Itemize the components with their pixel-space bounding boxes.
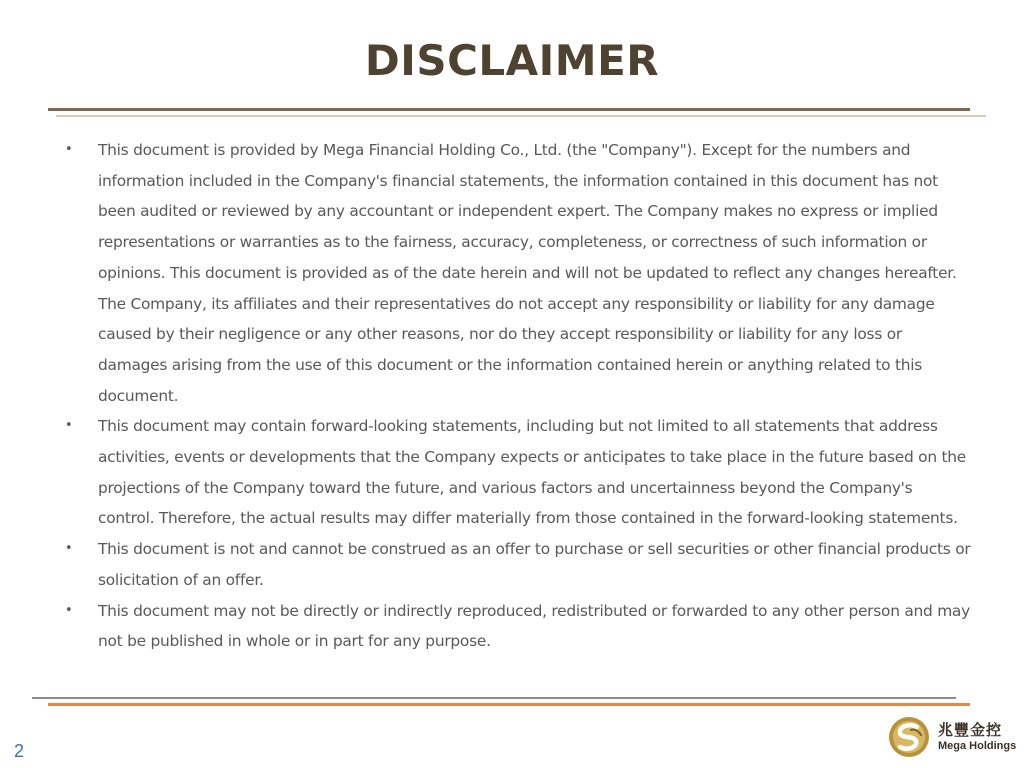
disclaimer-item (60, 596, 972, 657)
disclaimer-item (60, 534, 972, 595)
mega-holdings-logo-icon (888, 716, 930, 758)
bullet-marker: • (65, 418, 73, 434)
logo-english-name: Mega Holdings (938, 740, 1017, 752)
footer-divider-gray (32, 697, 956, 699)
disclaimer-item (60, 411, 972, 534)
title-divider-dark (48, 108, 970, 111)
disclaimer-text: This document is provided by Mega Financial Holding Co., Ltd. (the "Company"). Except for the numbers and information included in the Company's financial statements, the information contained in this document has not been audited or reviewed by any accountant or independent expert. The Company makes no express or implied representations or warranties as to the fairness, accuracy, completeness, or correctness of such information or opinions. This document is provided as of the date herein and will not be updated to reflect any changes hereafter. The Company, its affiliates and their representatives do not accept any responsibility or liability for any damage caused by their negligence or any other reasons, nor do they accept responsibility or liability for any loss or damages arising from the use of this document or the information contained herein or anything related to this document. (98, 141, 957, 405)
disclaimer-item (60, 135, 972, 411)
bullet-marker: • (65, 541, 73, 557)
bullet-marker: • (65, 142, 73, 157)
mega-holdings-logo (888, 716, 1017, 760)
title-divider-light (56, 115, 986, 117)
disclaimer-text: This document may not be directly or indirectly reproduced, redistributed or forwarded to any other person and may not be published in whole or in part for any purpose. (98, 601, 970, 651)
page-number: 2 (14, 741, 25, 761)
footer-divider-orange (48, 703, 970, 706)
slide-title: DISCLAIMER (364, 36, 660, 85)
disclaimer-text: This document may contain forward-looking statements, including but not limited to all statements that address activities, events or developments that the Company expects or anticipates to take place in the future based on the projections of the Company toward the future, and various factors and uncertainness beyond the Company's control. Therefore, the actual results may differ materially from those contained in the forward-looking statements. (98, 417, 966, 528)
disclaimer-text: This document is not and cannot be construed as an offer to purchase or sell securities or other financial products or solicitation of an offer. (98, 540, 971, 589)
disclaimer-list (60, 135, 972, 657)
bullet-marker: • (65, 602, 73, 618)
logo-chinese-name: 兆豐金控 (938, 721, 1003, 739)
